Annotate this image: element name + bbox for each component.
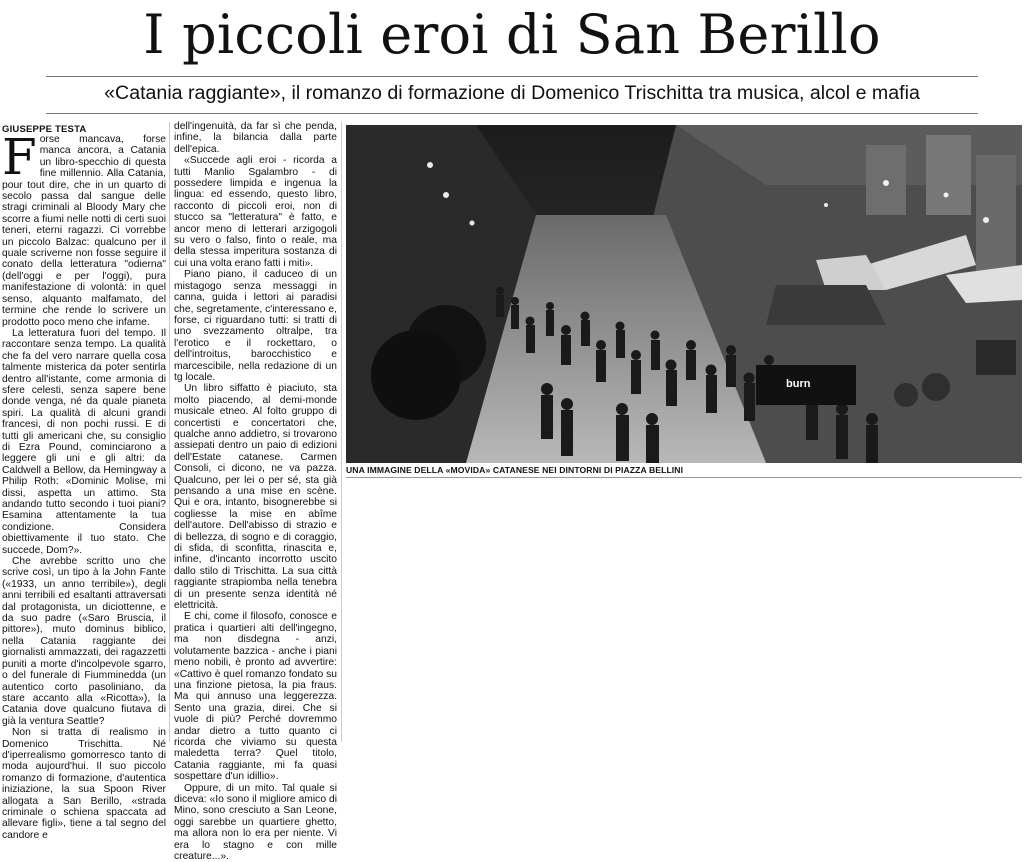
subhead: «Catania raggiante», il romanzo di formazione di Domenico Trischitta tra musica, alcol e mafia — [104, 82, 920, 104]
subhead-rule — [46, 113, 978, 114]
paragraph: Oppure, di un mito. Tal quale si diceva: «Io sono il migliore amico di Mino, sono cresciuto a San Leone, oggi sarebbe un quartiere ghetto, ma allora non lo era per niente. Vi era lo stagno e con mille creature...». — [174, 782, 337, 862]
paragraph: La letteratura fuori del tempo. Il raccontare senza tempo. La qualità che fa del vero narrare quella cosa talmente misterica da poter sentirla dentro all'istante, come armonia di sfere celesti, senza sapere bene donde venga, né da quale pianeta spiri. La qualità di alcuni grandi francesi, di non pochi russi. E di tutti gli americani che, su consiglio di Ezra Pound, cominciarono a leggere gli uni e gli altri: da Caldwell a Bellow, da Hemingway a Philip Roth: «Dominic Molise, mi dissi, aspetta un attimo. Sta andando tutto secondo i tuoi piani? Esamina attentamente la tua condizione. Considera obiettivamente il tuo stato. Che succede, Dom?». — [2, 327, 166, 556]
photo-caption: UNA IMMAGINE DELLA «MOVIDA» CATANESE NEI DINTORNI DI PIAZZA BELLINI — [346, 465, 1022, 478]
paragraph: E chi, come il filosofo, conosce e pratica i quartieri alti dell'ingegno, ma non disdegna - anzi, volutamente bazzica - anche i piani meno nobili, è pronto ad avvertire: «Cattivo è quel romanzo fondato su una finzione pietosa, la pia fraus. Ma qui annuso una leggerezza. Sento una grazia, direi. Che si vuole di più? Perché dovremmo andar dietro a tutto quanto ci ricorda che viviamo su questa maledetta terra? Quel titolo, Catania raggiante, mi fa quasi sospettare d'un idillio». — [174, 611, 337, 783]
paragraph: Un libro siffatto è piaciuto, sta molto piacendo, al demi-monde musicale etneo. Al folto gruppo di concertisti e concertatori che, qualche anno addietro, si trovarono assiepati dentro un paio di edizioni dell'Estate catanese. Carmen Consoli, ci dicono, ne va pazza. Qualcuno, per lei o per sé, sta già pensando a una mise en scène. Qui e ora, intanto, bisognerebbe si cogliesse la mise en abîme dell'autore. Dell'abisso di strazio e di bellezza, di sogno e di coraggio, di sfida, di sconfitta, rinascita e, infine, d'incanto incorrotto uscito dallo stilo di Trischitta. La sua città raggiante strapiomba nella tenebra di un presente senza identità né elettricità. — [174, 383, 337, 612]
street-photo — [346, 125, 1022, 463]
column-3-placeholder — [174, 492, 337, 746]
headline-rule — [46, 76, 978, 77]
byline: GIUSEPPE TESTA — [2, 124, 87, 135]
paragraph: Non si tratta di realismo in Domenico Trischitta. Né d'iperrealismo gomorresco tanto di moda aujourd'hui. Il suo piccolo romanzo di formazione, d'autentica iniziazione, la sua Spoon River allogata a San Berillo, «strada criminale o schiena spaccata ad allevare figli», tiene a tal segno del candore e — [2, 727, 166, 841]
paragraph: dell'ingenuità, da far sì che penda, infine, la bilancia dalla parte dell'epica. — [174, 121, 337, 155]
paragraph: Forse mancava, forse manca ancora, a Catania un libro-specchio di questa fine millennio. Alla Catania, pour tout dire, che in un quarto di secolo passa dal sangue delle stragi criminali al Bloody Mary che scorre a fiumi nelle notti di certi suoi teneri, eterni ragazzi. Ci vorrebbe un piccolo Balzac: qualcuno per il quale scriverne non fosse seguire il conato della letteratura "odierna" (dell'oggi e per l'oggi), pura manifestazione di volontà: in quel senso, alquanto malfamato, del termine che rende lo scrivere un prodotto poco meno che infame. — [2, 128, 166, 328]
paragraph: Che avrebbe scritto uno che scrive così, un tipo à la John Fante («1933, un anno terribile»), degli anni terribili ed esaltanti attraversati dal protagonista, un diciottenne, e da suo padre («Saro Bruscia, il pittore»), muto dominus biblico, nella Catania raggiante dei giornalisti ammazzati, dei ragazzetti puniti a morte d'incolpevole sgarro, o del funerale di Fiumminedda (un autentico corto pasoliniano, da stare accanto alla «Ricotta»), la Catania dove qualcuno fiutava di già la ventura Seattle? — [2, 556, 166, 727]
column-divider — [341, 122, 342, 742]
column-divider — [169, 122, 170, 742]
paragraph: Piano piano, il caduceo di un mistagogo senza messaggi in canna, guida i lettori ai paradisi che, segretamente, c'interessano e, forse, ci riguardano tutti: si tratti di uno svezzamento oltralpe, tra l'erotico e il rockettaro, o dell'introitus, barocchistico e marcescibile, nella redazione di un tg locale. — [174, 269, 337, 383]
cafe-sign-burn: burn — [786, 378, 811, 390]
headline: I piccoli eroi di San Berillo — [143, 3, 881, 66]
dropcap: F — [2, 128, 37, 186]
paragraph: «Succede agli eroi - ricorda a tutti Manlio Sgalambro - di possedere limpida e ingenua la lingua: ed essendo, questo libro, racconto di piccoli eroi, non di stucco sa "letteratura" è fatto, e ancor meno di letterari arzigogoli su vero o falso, finto o reale, ma della stessa imperitura sostanza di cui una volta erano fatti i miti». — [174, 155, 337, 269]
